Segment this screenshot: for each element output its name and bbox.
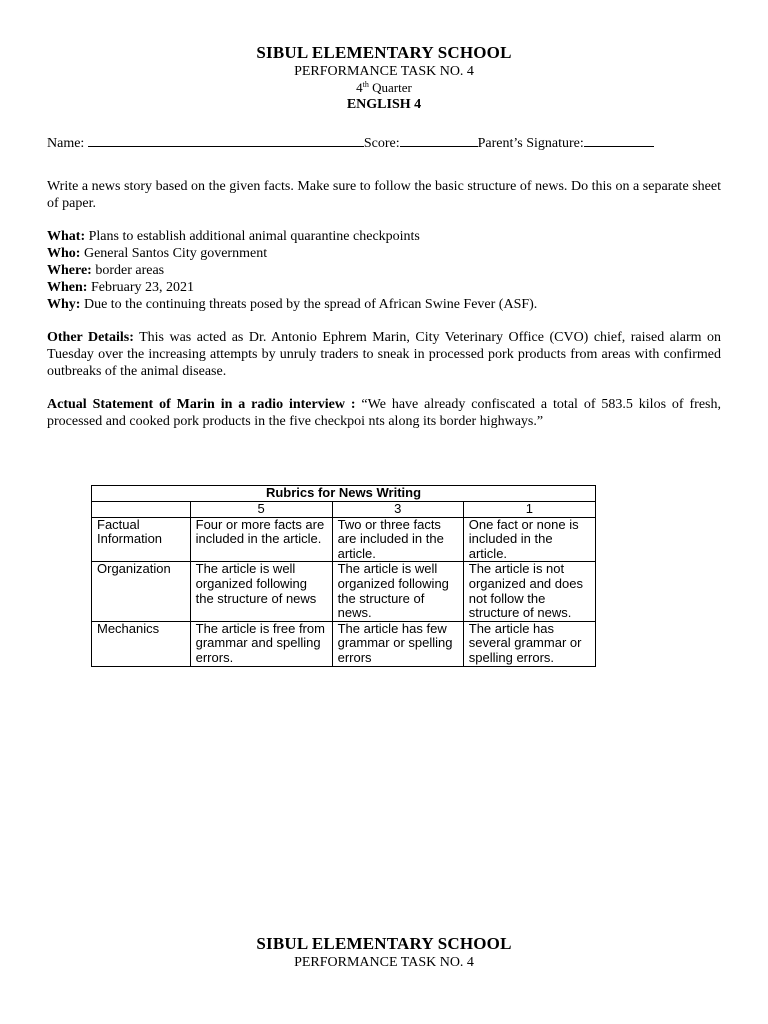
rubric-table	[91, 485, 596, 667]
rubric-cell-5: The article is well organized following the structure of news	[190, 562, 332, 621]
school-name: SIBUL ELEMENTARY SCHOOL	[256, 43, 512, 62]
other-details	[47, 329, 721, 380]
rubric-title: Rubrics for News Writing	[92, 486, 596, 502]
facts-list	[47, 228, 721, 313]
rubric-cell-3: The article is well organized following the structure of news.	[332, 562, 463, 621]
rubric-cell-3: Two or three facts are included in the article.	[332, 517, 463, 562]
fact-value: Plans to establish additional animal quarantine checkpoints	[85, 229, 420, 244]
signature-blank[interactable]	[584, 134, 654, 147]
score-header-5: 5	[190, 502, 332, 518]
name-label: Name:	[47, 136, 85, 151]
fact-why	[47, 296, 721, 313]
other-details-text: This was acted as Dr. Antonio Ephrem Marin, City Veterinary Office (CVO) chief, raised alarm on Tuesday over the increasing attempts by unruly traders to sneak in processed pork products from areas with confirmed outbreaks of the animal disease.	[47, 330, 722, 379]
quarter-number: 4	[356, 80, 363, 95]
fact-label: When:	[47, 280, 88, 295]
fact-value: General Santos City government	[80, 246, 268, 261]
rubric-cell-1: One fact or none is included in the article.	[463, 517, 595, 562]
rubric-cell-5: Four or more facts are included in the article.	[190, 517, 332, 562]
name-blank[interactable]	[88, 134, 364, 147]
score-label: Score:	[363, 136, 400, 151]
quarter-suffix: th	[362, 80, 369, 89]
rubric-cell-5: The article is free from grammar and spelling errors.	[190, 621, 332, 666]
score-header-empty	[92, 502, 191, 518]
footer-task-title: PERFORMANCE TASK NO. 4	[294, 955, 474, 970]
rubric-row-organization	[92, 562, 596, 621]
fact-value: February 23, 2021	[87, 280, 194, 295]
other-details-label: Other Details:	[47, 330, 134, 345]
subject-title: ENGLISH 4	[346, 97, 422, 112]
rubric-cell-1: The article has several grammar or spelling errors.	[463, 621, 595, 666]
score-blank[interactable]	[400, 134, 478, 147]
fact-when	[47, 279, 721, 296]
rubric-cell-3: The article has few grammar or spelling errors	[332, 621, 463, 666]
fact-label: Who:	[47, 246, 81, 261]
student-info-line	[47, 134, 654, 152]
footer-school-name: SIBUL ELEMENTARY SCHOOL	[256, 934, 512, 953]
fact-label: Why:	[47, 297, 81, 312]
fact-label: Where:	[47, 263, 92, 278]
rubric-title-row	[92, 486, 596, 502]
criterion-cell: Mechanics	[92, 621, 191, 666]
quarter-label	[0, 80, 768, 96]
actual-statement	[47, 396, 721, 430]
signature-label: Parent’s Signature:	[477, 136, 584, 151]
instructions: Write a news story based on the given facts. Make sure to follow the basic structure of news. Do this on a separate sheet of paper.	[47, 179, 721, 211]
rubric-cell-1: The article is not organized and does not follow the structure of news.	[463, 562, 595, 621]
criterion-cell: Organization	[92, 562, 191, 621]
criterion-cell: Factual Information	[92, 517, 191, 562]
actual-statement-text: “We have already confiscated a total of 583.5 kilos of fresh, processed and cooked pork products in the five checkpoi nts along its border highways.”	[47, 397, 721, 429]
score-header-3: 3	[332, 502, 463, 518]
quarter-word: Quarter	[368, 80, 412, 95]
rubric-row-factual	[92, 517, 596, 562]
fact-value: border areas	[91, 263, 165, 278]
actual-statement-label: Actual Statement of Marin in a radio interview :	[47, 397, 356, 412]
task-title: PERFORMANCE TASK NO. 4	[294, 64, 474, 79]
fact-who	[47, 245, 721, 262]
fact-where	[47, 262, 721, 279]
score-header-1: 1	[463, 502, 595, 518]
fact-what	[47, 228, 721, 245]
rubric-score-row	[92, 502, 596, 518]
fact-label: What:	[47, 229, 86, 244]
fact-value: Due to the continuing threats posed by the spread of African Swine Fever (ASF).	[80, 297, 538, 312]
rubric-row-mechanics	[92, 621, 596, 666]
